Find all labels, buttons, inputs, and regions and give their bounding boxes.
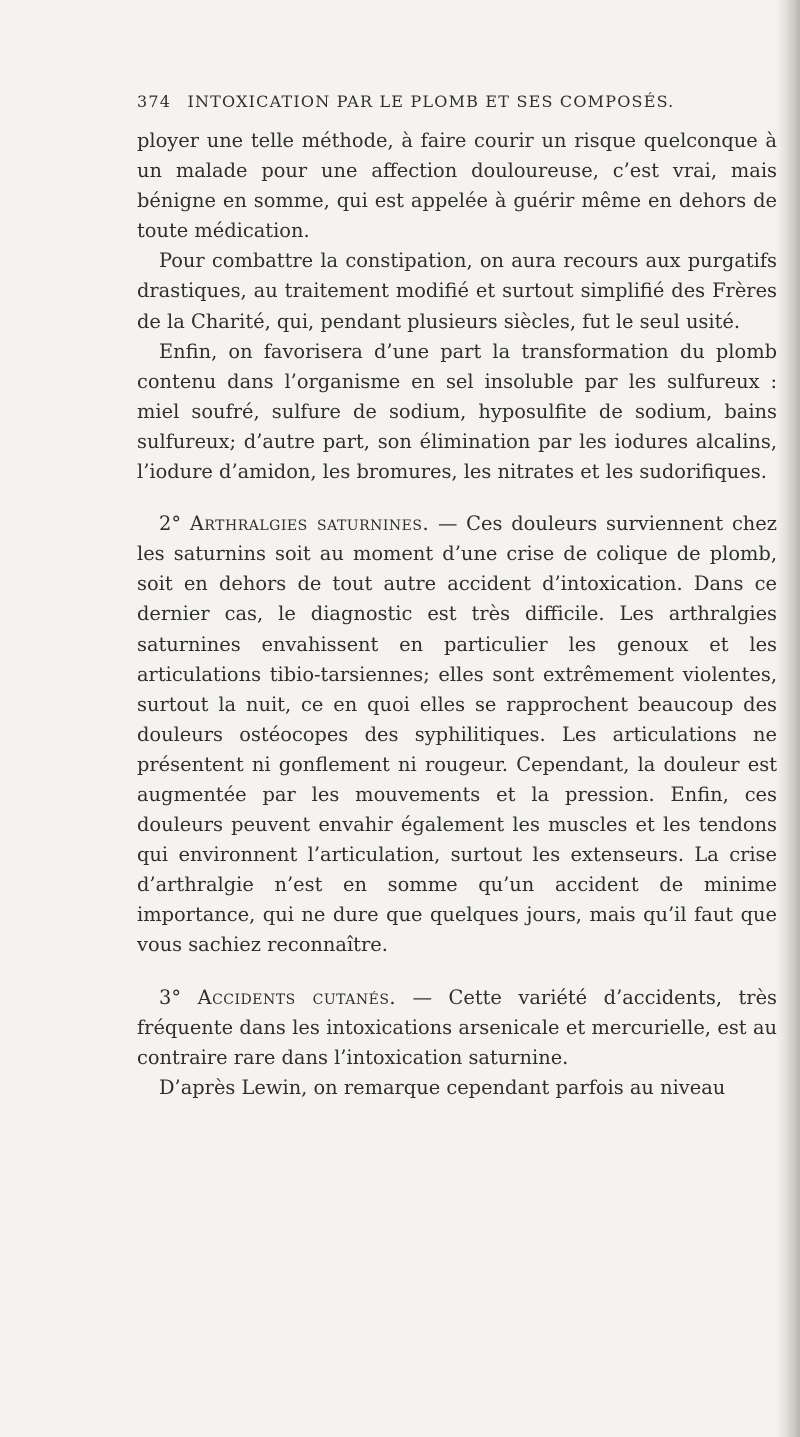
section-title: Arthralgies saturnines. — [189, 512, 430, 536]
section-gap — [137, 961, 777, 983]
section-arthralgies — [137, 509, 777, 960]
paragraph-lewin: D’après Lewin, on remarque cependant parfois au niveau — [159, 1075, 726, 1099]
running-title: INTOXICATION PAR LE PLOMB ET SES COMPOSÉS. — [187, 92, 675, 111]
running-header — [137, 92, 777, 111]
page-body — [137, 126, 777, 1103]
page-number: 374 — [137, 92, 172, 111]
section-text: — Ces douleurs surviennent chez les saturnins soit au moment d’une crise de colique de plomb, soit en dehors de tout autre accident d’intoxication. Dans ce dernier cas, le diagnostic est très difficile. Les arthralgies saturnines envahissent en particulier les genoux et les articulations tibio-tarsiennes; elles sont extrêmement violentes, surtout la nuit, ce en quoi elles se rapprochent beaucoup des douleurs ostéocopes des syphilitiques. Les articulations ne présentent ni gonflement ni rougeur. Cependant, la douleur est augmentée par les mouvements et la pression. Enfin, ces douleurs peuvent envahir également les muscles et les tendons qui environnent l’articulation, surtout les extenseurs. La crise d’arthralgie n’est en somme qu’un accident de minime importance, qui ne dure que quelques jours, mais qu’il faut que vous sachiez reconnaître. — [137, 512, 777, 957]
section-number: 2° — [159, 512, 182, 536]
section-title: Accidents cutanés. — [197, 985, 397, 1009]
paragraph-elimination: Enfin, on favorisera d’une part la transformation du plomb contenu dans l’organisme en sel insoluble par les sulfureux : miel soufré, sulfure de sodium, hyposulfite de sodium, bains sulfureux; d’autre part, son élimination par les iodures alcalins, l’iodure d’amidon, les bromures, les nitrates et les sudorifiques. — [137, 339, 777, 484]
section-number: 3° — [159, 985, 182, 1009]
section-accidents-cutanes — [137, 983, 777, 1073]
paragraph-constipation: Pour combattre la constipation, on aura recours aux purgatifs drastiques, au traitement modifié et surtout simplifié des Frères de la Charité, qui, pendant plusieurs siècles, fut le seul usité. — [137, 249, 777, 333]
section-text: — Cette variété d’accidents, très fréquente dans les intoxications arsenicale et mercurielle, est au contraire rare dans l’intoxication saturnine. — [137, 985, 777, 1069]
paragraph-continuation: ployer une telle méthode, à faire courir un risque quelconque à un malade pour une affection douloureuse, c’est vrai, mais bénigne en somme, qui est appelée à guérir même en dehors de toute médication. — [137, 129, 777, 243]
page-edge-shadow — [776, 0, 800, 1437]
section-gap — [137, 487, 777, 509]
